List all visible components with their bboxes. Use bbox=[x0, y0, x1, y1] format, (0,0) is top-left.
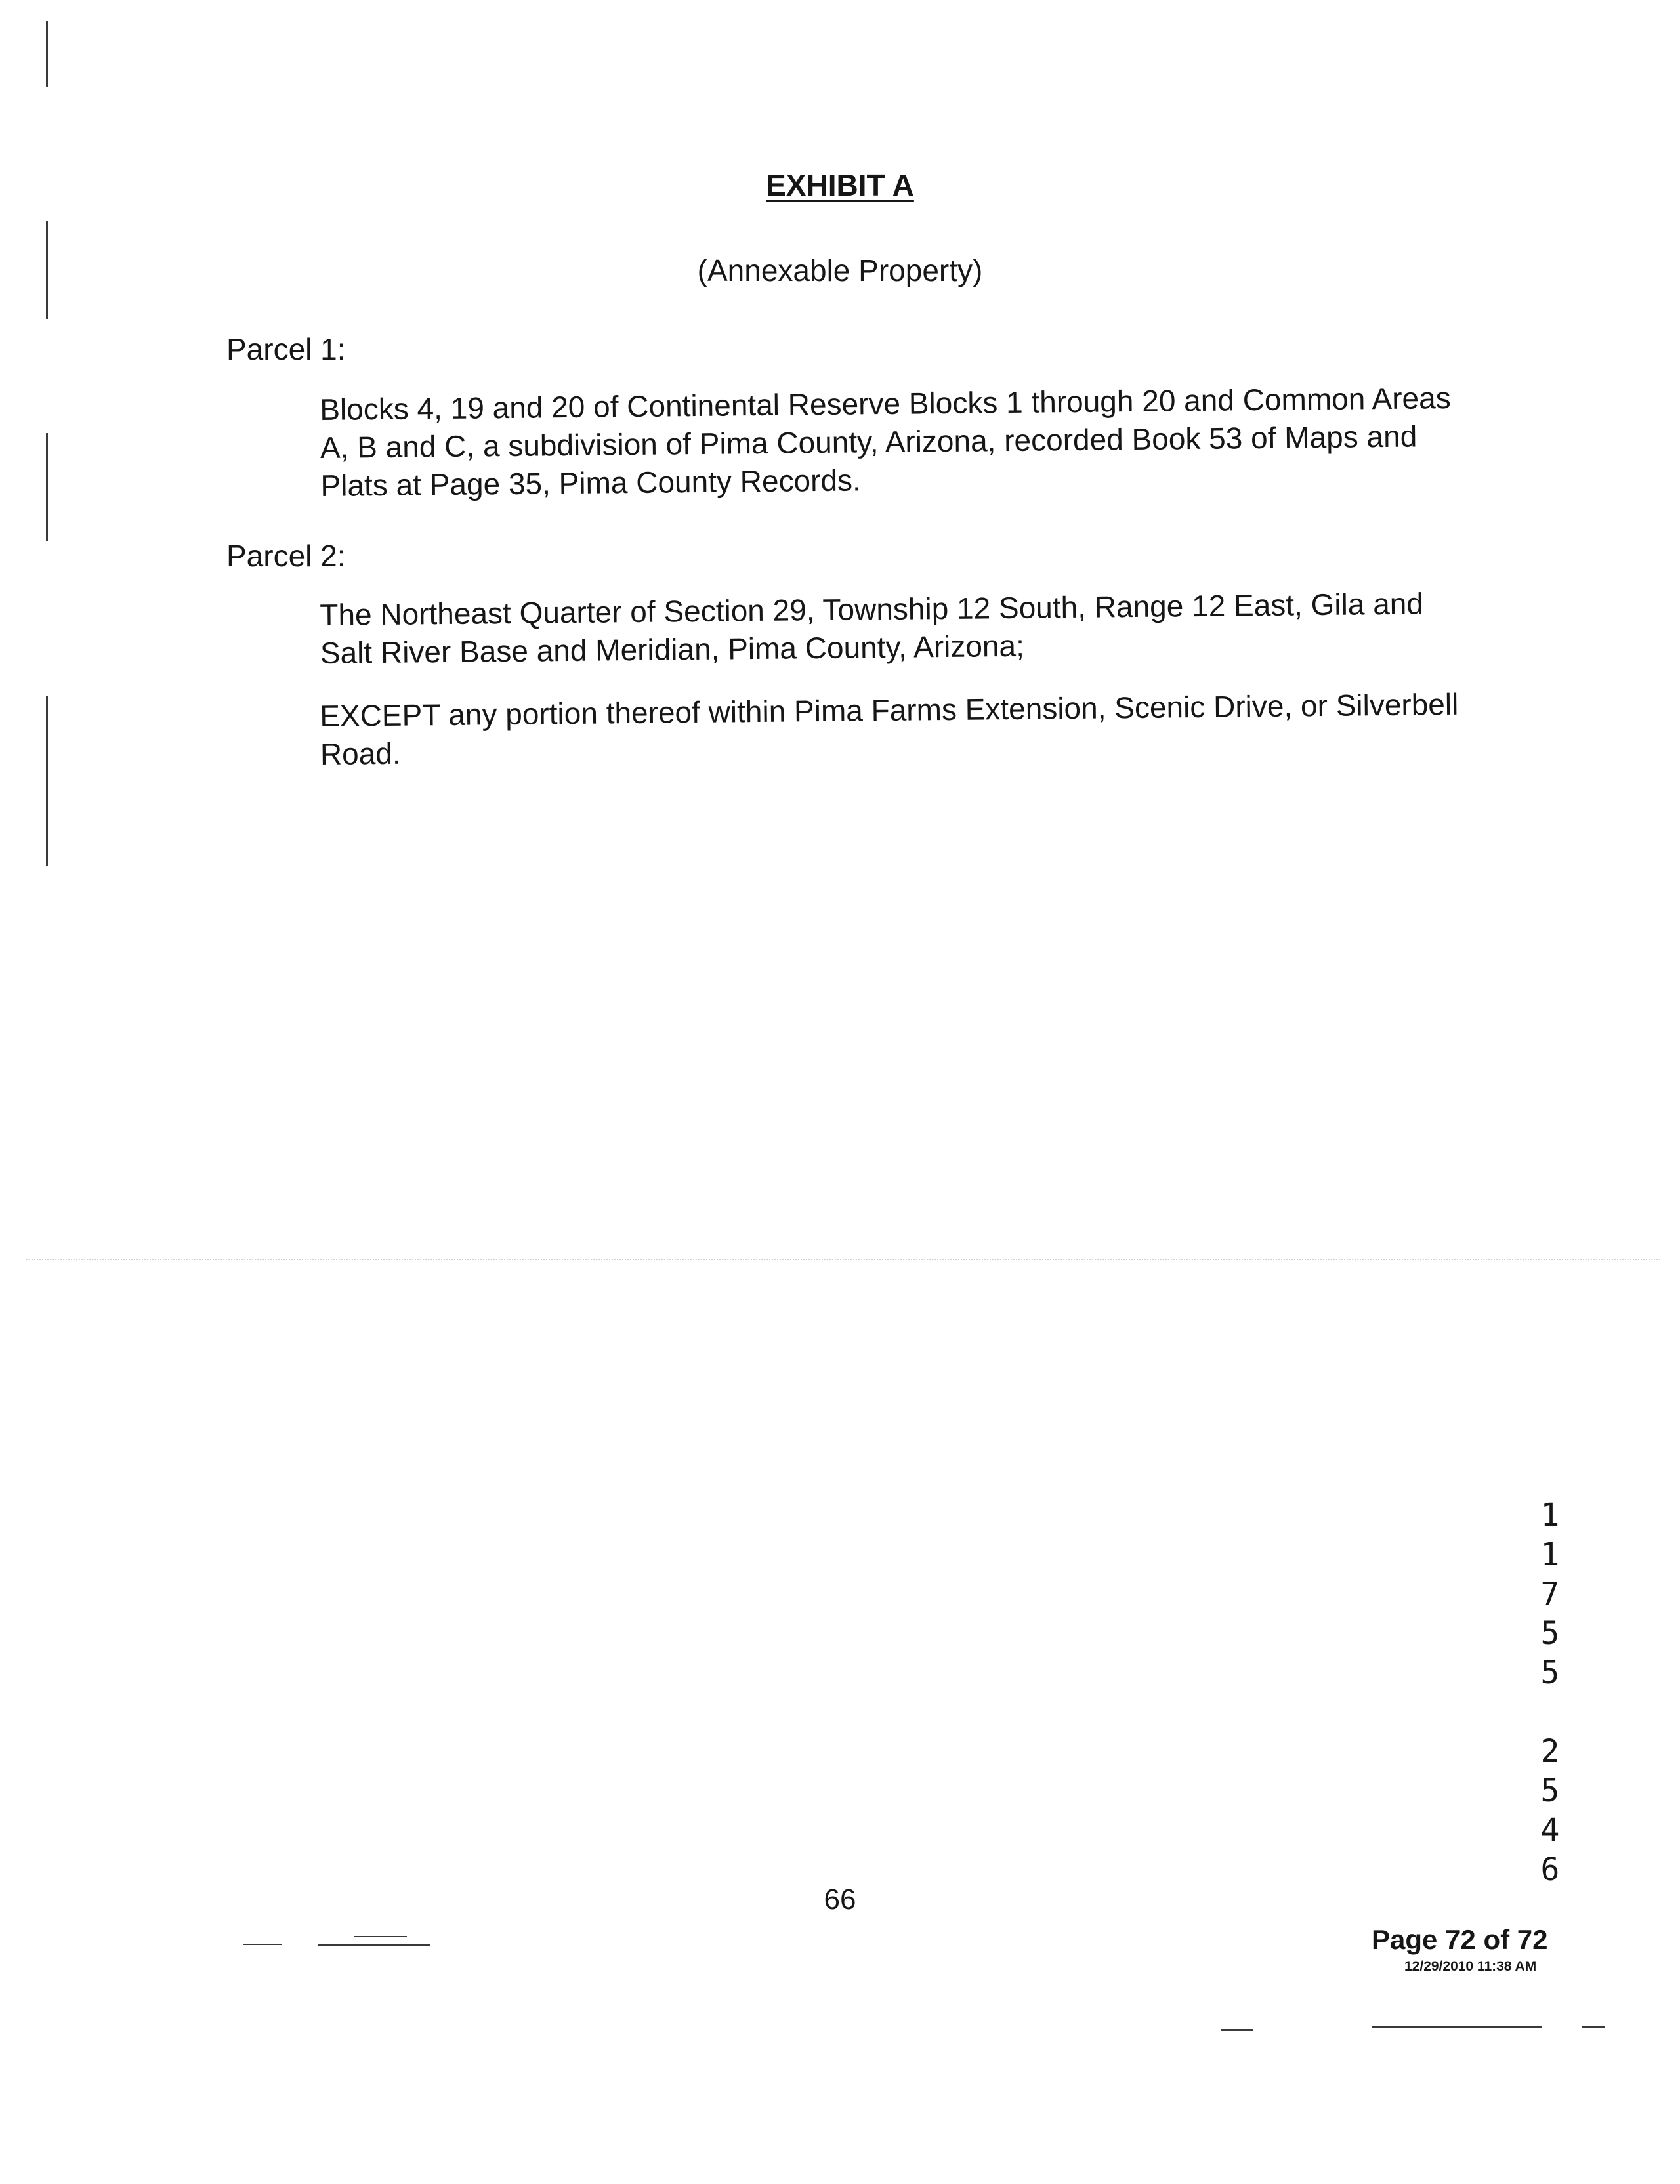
parcel-2-exception: EXCEPT any portion thereof within Pima Farms Extension, Scenic Drive, or Silverbell Road. bbox=[320, 686, 1459, 771]
recording-number-text: 11755 2546 bbox=[1532, 1497, 1568, 1891]
page-title: EXHIBIT A bbox=[766, 168, 914, 202]
parcel-1-label: Parcel 1: bbox=[226, 332, 346, 366]
parcel-2-label: Parcel 2: bbox=[226, 539, 346, 573]
scan-mark bbox=[243, 1944, 282, 1945]
page-number: 66 bbox=[824, 1883, 856, 1916]
timestamp: 12/29/2010 11:38 AM bbox=[1404, 1959, 1537, 1974]
scan-mark bbox=[354, 1936, 407, 1937]
scan-mark bbox=[46, 696, 48, 866]
parcel-2-description: The Northeast Quarter of Section 29, Township 12 South, Range 12 East, Gila and Salt River Base and Meridian, Pima County, Arizona; bbox=[320, 586, 1424, 670]
scan-mark bbox=[1372, 2026, 1542, 2028]
scan-fold-line bbox=[26, 1259, 1660, 1260]
scan-mark bbox=[1221, 2029, 1253, 2031]
scan-mark bbox=[46, 21, 48, 87]
scan-mark bbox=[1582, 2026, 1605, 2028]
scan-mark bbox=[318, 1944, 430, 1946]
scan-mark bbox=[46, 433, 48, 541]
recording-number bbox=[1534, 1434, 1574, 1954]
page-subtitle: (Annexable Property) bbox=[697, 253, 983, 287]
page-count: Page 72 of 72 bbox=[1372, 1924, 1548, 1955]
parcel-1-description: Blocks 4, 19 and 20 of Continental Reserve Blocks 1 through 20 and Common Areas A, B and C, a subdivision of Pima County, Arizona, recorded Book 53 of Maps and Plats at Page 35, Pima County Records. bbox=[320, 380, 1451, 503]
